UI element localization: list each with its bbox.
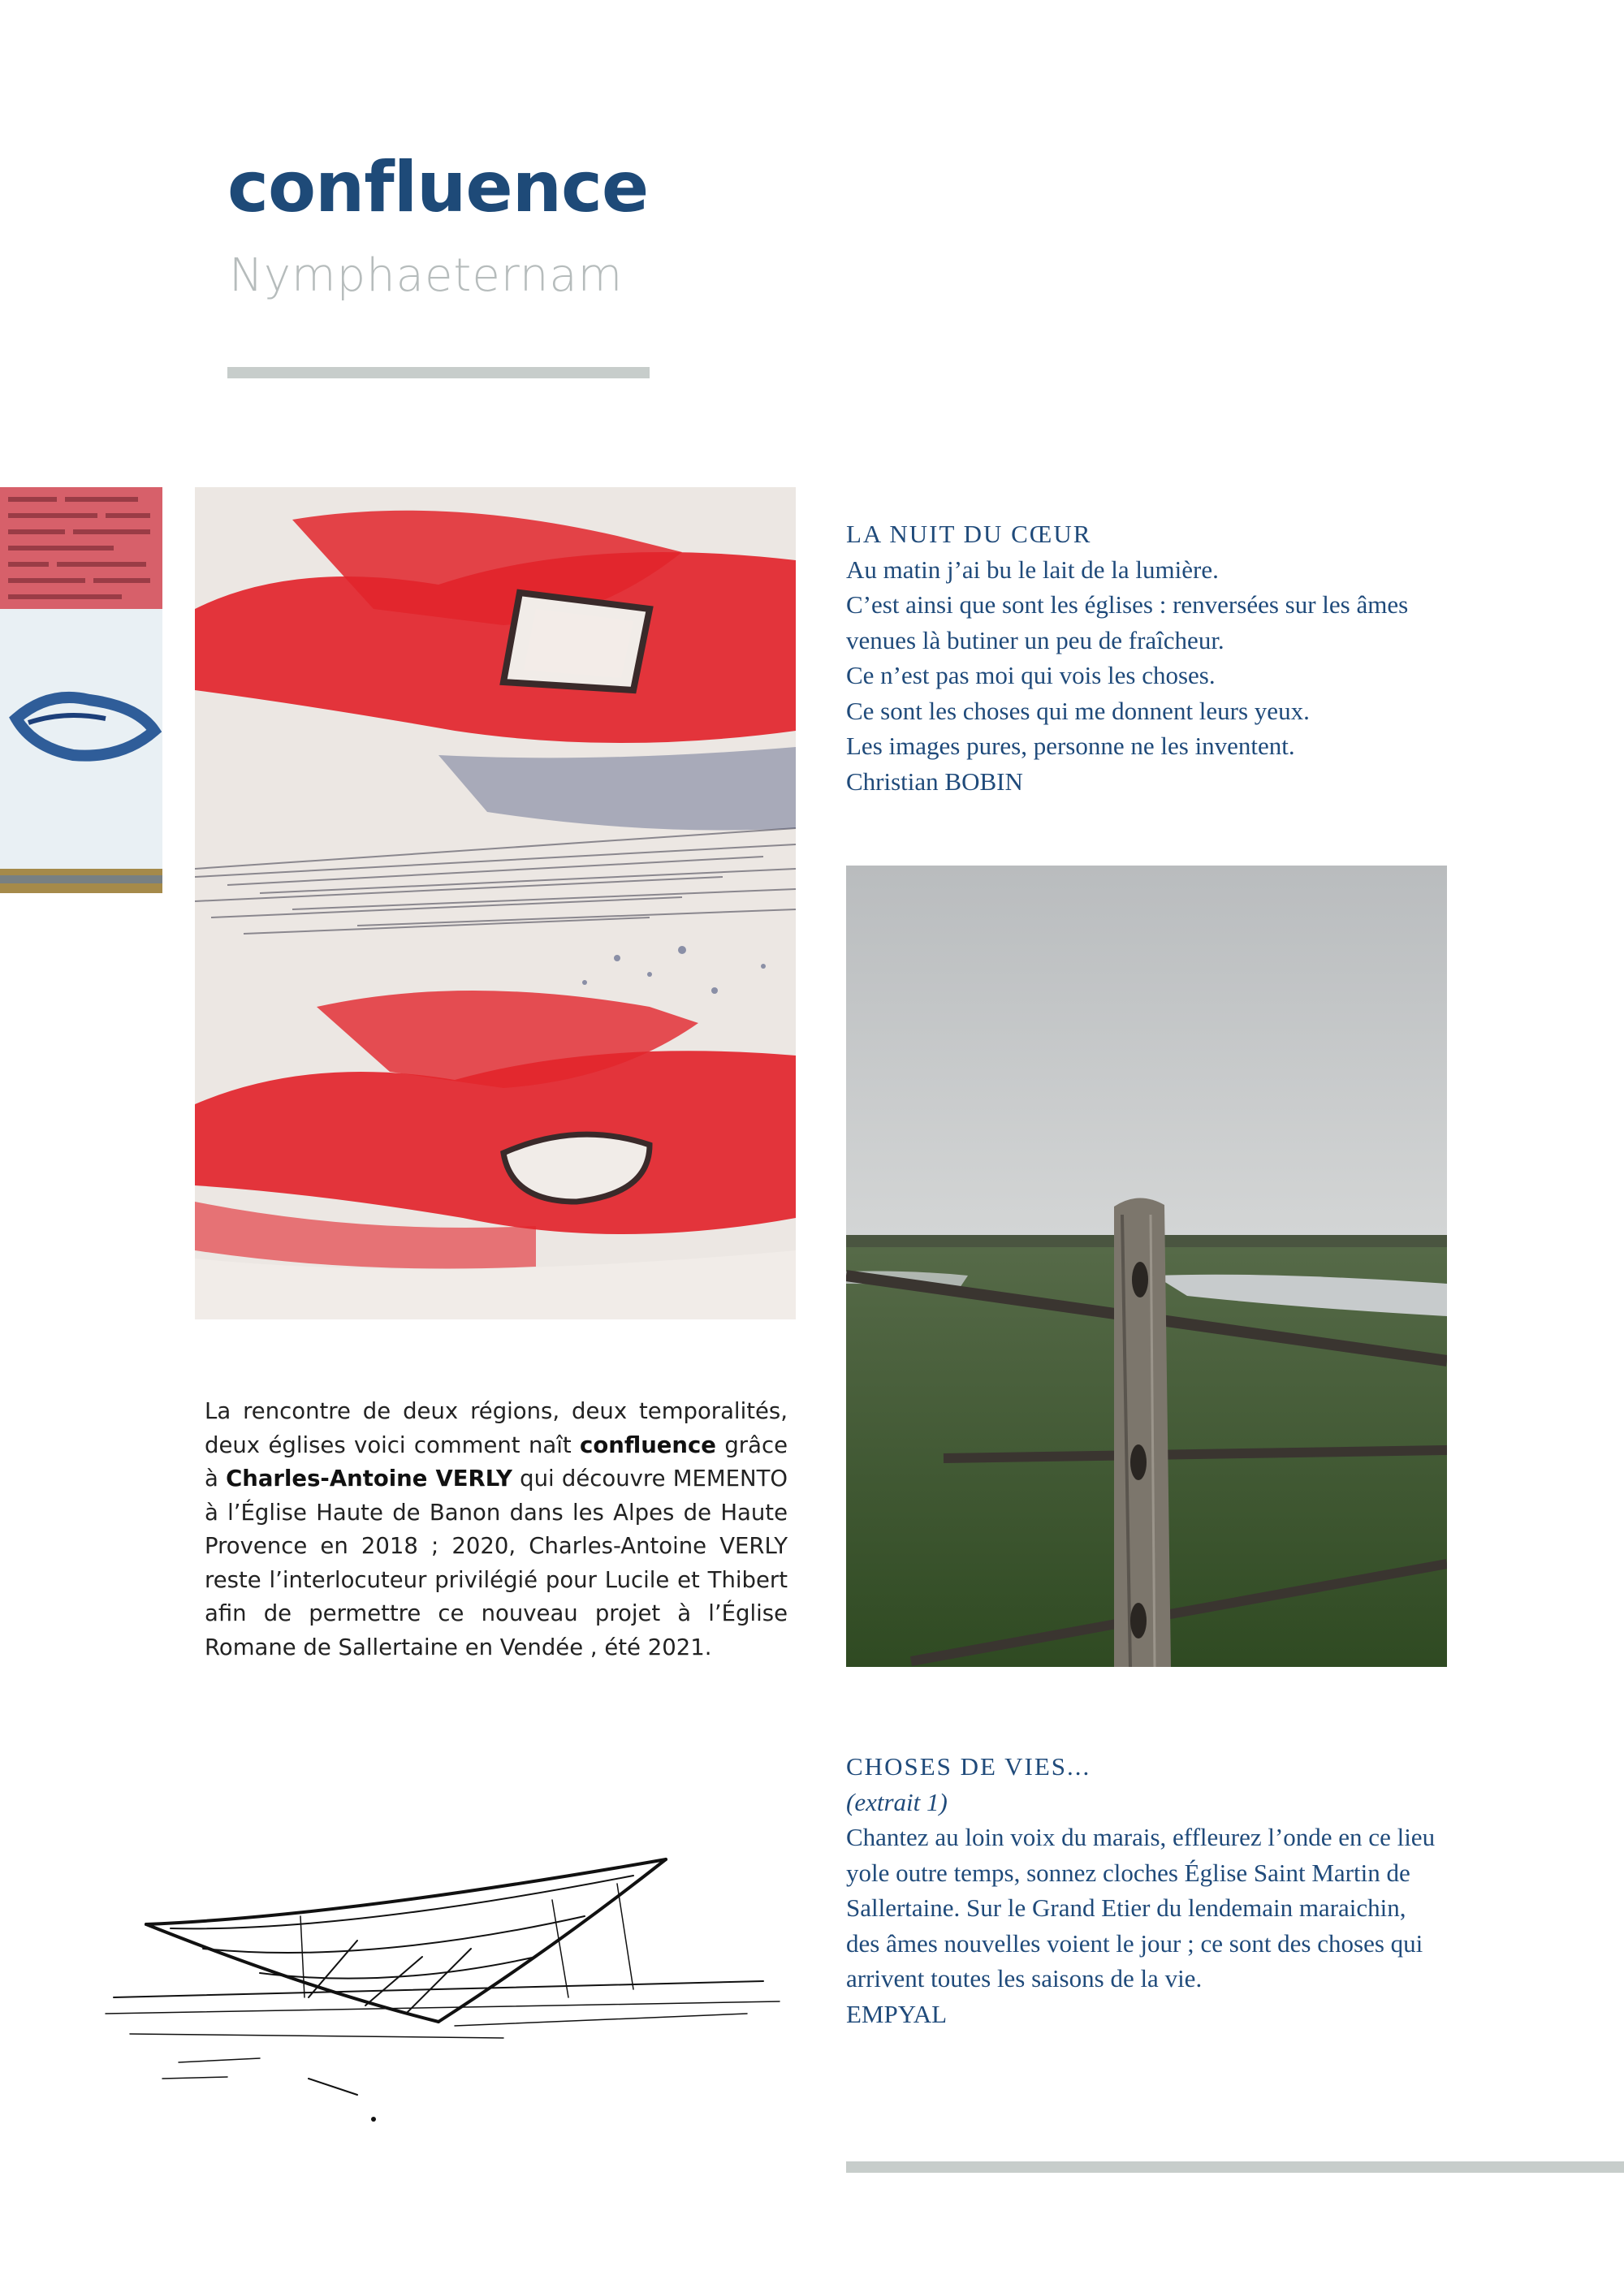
intro-text: grâce à [205,1431,788,1492]
poem-la-nuit-du-coeur [846,516,1544,799]
top-rule [227,367,650,378]
poem-line: C’est ainsi que sont les églises : renversées sur les âmes [846,590,1409,619]
photo-marsh-fence-graphic [846,866,1447,1667]
poem-line: des âmes nouvelles voient le jour ; ce sont des choses qui [846,1928,1423,1958]
poem-author: Christian BOBIN [846,766,1023,796]
page-subtitle: Nymphaeternam [229,249,624,302]
poem-line: Ce n’est pas moi qui vois les choses. [846,661,1216,689]
intro-paragraph [205,1395,788,1664]
sketch-boat-graphic [97,1754,796,2144]
artwork-left-graphic [0,487,162,893]
poem-line: Au matin j’ai bu le lait de la lumière. [846,555,1219,584]
intro-bold-confluence: confluence [580,1431,716,1458]
poem-line: arrivent toutes les saisons de la vie. [846,1964,1203,1993]
sketch-boat [97,1754,796,2144]
intro-text: qui découvre MEMENTO à l’Église Haute de Banon dans les Alpes de Haute Provence en 2018 ; 2020, Charles-Antoine VERLY reste l’interlocuteur privilégié pour Lucile et Thibert afin de permettre ce nouveau projet à l’Église Romane de Sallertaine en Vendée , été 2021. [205,1466,788,1660]
intro-text: La rencontre de deux régions, deux temporalités, deux églises voici comment naît [205,1398,788,1458]
poem-line: Ce sont les choses qui me donnent leurs yeux. [846,696,1310,725]
painting-red-boats-graphic [195,487,796,1319]
poem-heading: CHOSES DE VIES... [846,1752,1091,1781]
poem-choses-de-vies [846,1749,1544,2031]
poem-subheading: (extrait 1) [846,1787,948,1816]
poem-line: yole outre temps, sonnez cloches Église Saint Martin de [846,1858,1410,1887]
bottom-rule [846,2161,1624,2173]
poem-line: venues là butiner un peu de fraîcheur. [846,625,1224,654]
poem-line: Chantez au loin voix du marais, effleurez l’onde en ce lieu [846,1823,1436,1851]
artwork-left-cropped [0,487,162,893]
poem-line: Sallertaine. Sur le Grand Etier du lendemain maraichin, [846,1893,1406,1922]
poem-line: Les images pures, personne ne les inventent. [846,732,1295,760]
painting-red-boats [195,487,796,1319]
poem-author: EMPYAL [846,1999,948,2028]
poem-heading: LA NUIT DU CŒUR [846,520,1092,548]
intro-bold-name: Charles-Antoine VERLY [226,1466,512,1492]
photo-marsh-fence [846,866,1447,1667]
page-title: confluence [227,147,649,228]
